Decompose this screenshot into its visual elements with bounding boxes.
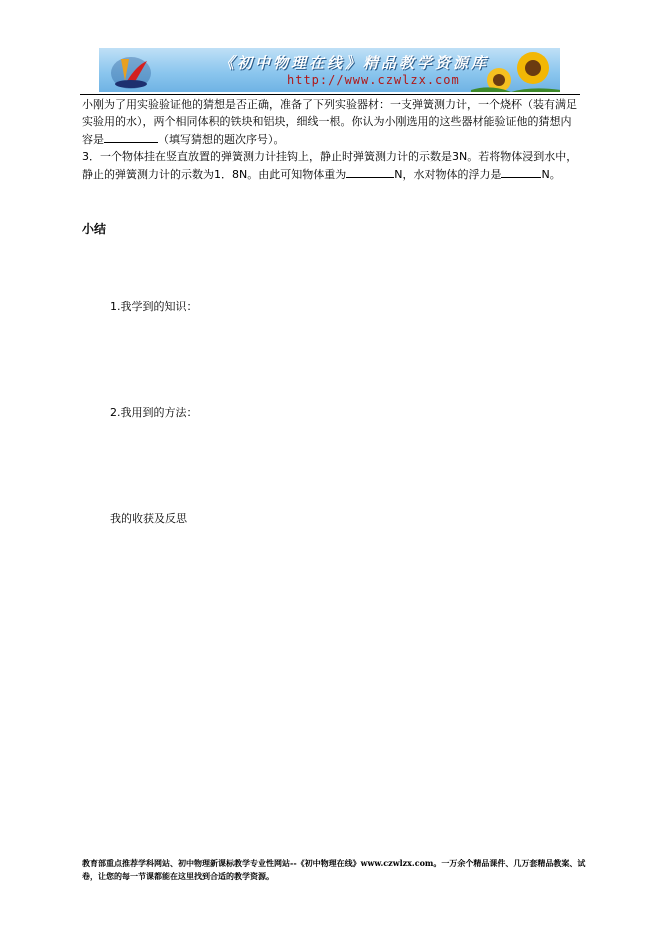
banner-url: http://www.czwlzx.com <box>287 73 460 87</box>
paragraph-text: （填写猜想的题次序号）。 <box>158 133 285 146</box>
header-banner <box>99 48 560 92</box>
question-3 <box>82 148 580 183</box>
site-logo-icon <box>107 51 157 91</box>
header-rule <box>80 94 580 95</box>
paragraph-text: 小刚为了用实验验证他的猜想是否正确，准备了下列实验器材：一支弹簧测力计，一个烧杯（装有满足实验用的水），两个相同体积的铁块和铝块，细线一根。你认为小刚选用的这些器材能验证他的猜想内容是 <box>82 98 577 146</box>
question-text: N，水对物体的浮力是 <box>394 168 502 181</box>
banner-title: 《初中物理在线》精品教学资源库 <box>219 54 490 72</box>
question-text: 3．一个物体挂在竖直放置的弹簧测力计挂钩上，静止时弹簧测力计的示数是3N。若将物体浸到水中，静止的弹簧测力计的示数为1．8N。由此可知物体重为 <box>82 150 578 181</box>
paragraph-experiment <box>82 96 580 148</box>
sunflower-icon <box>471 50 560 92</box>
page-footer: 教育部重点推荐学科网站、初中物理新课标教学专业性网站--《初中物理在线》www.czwlzx.com。一万余个精品课件、几万套精品教案、试卷，让您的每一节课都能在这里找到合适的教学资源。 <box>82 858 586 881</box>
summary-item-reflection: 我的收获及反思 <box>110 512 187 525</box>
question-text: N。 <box>541 168 561 181</box>
summary-item-knowledge: 1.我学到的知识： <box>110 300 198 313</box>
answer-blank-buoyancy <box>501 165 541 178</box>
answer-blank <box>104 130 158 143</box>
answer-blank-weight <box>346 165 394 178</box>
summary-heading: 小结 <box>82 222 107 236</box>
summary-item-methods: 2.我用到的方法： <box>110 406 198 419</box>
